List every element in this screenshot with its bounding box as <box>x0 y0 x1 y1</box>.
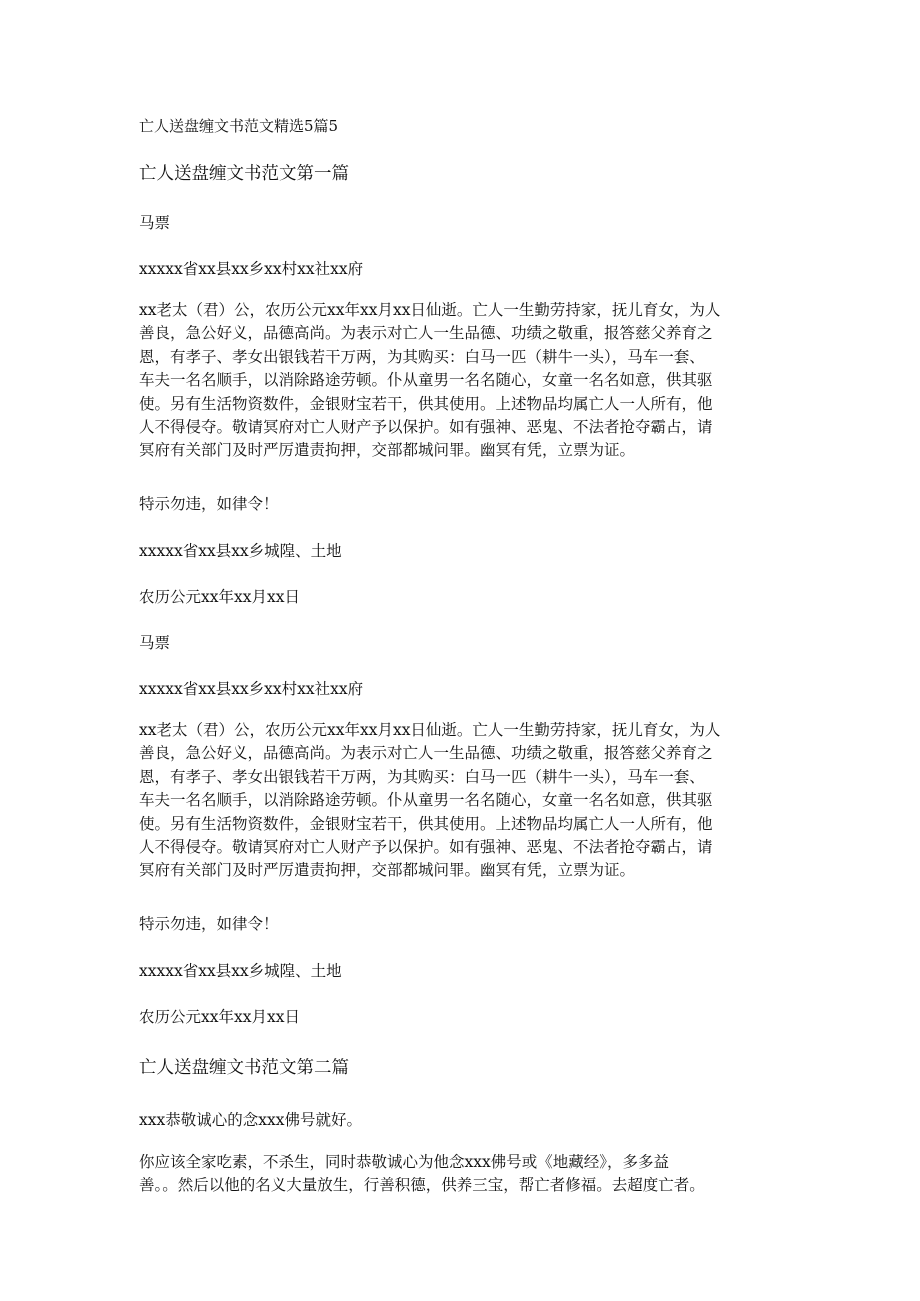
ticket-paragraph <box>139 719 779 883</box>
ticket-paragraph <box>139 299 779 463</box>
paragraph-line: 人不得侵夺。敬请冥府对亡人财产予以保护。如有强神、恶鬼、不法者抢夺霸占，请 <box>139 418 713 437</box>
paragraph-line: 车夫一名名顺手，以消除路途劳顿。仆从童男一名名随心，女童一名名如意，供其驱 <box>139 791 713 810</box>
paragraph-line: xx老太（君）公，农历公元xx年xx月xx日仙逝。亡人一生勤劳持家，抚儿育女，为人 <box>139 721 721 739</box>
paragraph-line: 你应该全家吃素，不杀生，同时恭敬诚心为他念xxx佛号或《地藏经》，多多益 <box>139 1153 669 1171</box>
paragraph-line: 冥府有关部门及时严厉遣责拘押，交部都城问罪。幽冥有凭，立票为证。 <box>139 861 636 880</box>
ticket-issuer: xxxxx省xx县xx乡城隍、土地 <box>139 542 342 560</box>
paragraph-line: 人不得侵夺。敬请冥府对亡人财产予以保护。如有强神、恶鬼、不法者抢夺霸占，请 <box>139 838 713 857</box>
ticket-issuer: xxxxx省xx县xx乡城隍、土地 <box>139 962 342 980</box>
ticket-decree: 特示勿违，如律令！ <box>139 495 279 513</box>
section-paragraph <box>139 1151 799 1198</box>
ticket-address: xxxxx省xx县xx乡xx村xx社xx府 <box>139 680 364 698</box>
ticket-label: 马票 <box>139 214 171 232</box>
paragraph-line: 使。另有生活物资数件，金银财宝若干，供其使用。上述物品均属亡人一人所有，他 <box>139 394 713 413</box>
paragraph-line: 使。另有生活物资数件，金银财宝若干，供其使用。上述物品均属亡人一人所有，他 <box>139 814 713 833</box>
ticket-decree: 特示勿违，如律令！ <box>139 915 279 933</box>
paragraph-line: 恩，有孝子、孝女出银钱若干万两，为其购买：白马一匹（耕牛一头），马车一套、 <box>139 347 705 366</box>
section-intro: xxx恭敬诚心的念xxx佛号就好。 <box>139 1111 362 1129</box>
paragraph-line: 冥府有关部门及时严厉遣责拘押，交部都城问罪。幽冥有凭，立票为证。 <box>139 441 636 460</box>
ticket-date: 农历公元xx年xx月xx日 <box>139 588 300 606</box>
paragraph-line: xx老太（君）公，农历公元xx年xx月xx日仙逝。亡人一生勤劳持家，抚儿育女，为人 <box>139 301 721 319</box>
section-heading-2: 亡人送盘缠文书范文第二篇 <box>139 1058 349 1078</box>
ticket-date: 农历公元xx年xx月xx日 <box>139 1008 300 1026</box>
ticket-address: xxxxx省xx县xx乡xx村xx社xx府 <box>139 260 364 278</box>
document-title: 亡人送盘缠文书范文精选5篇5 <box>139 117 339 135</box>
paragraph-line: 恩，有孝子、孝女出银钱若干万两，为其购买：白马一匹（耕牛一头），马车一套、 <box>139 767 705 786</box>
ticket-label: 马票 <box>139 634 171 652</box>
paragraph-line: 车夫一名名顺手，以消除路途劳顿。仆从童男一名名随心，女童一名名如意，供其驱 <box>139 371 713 390</box>
paragraph-line: 善。。然后以他的名义大量放生，行善积德，供养三宝，帮亡者修福。去超度亡者。 <box>139 1176 705 1195</box>
paragraph-line: 善良，急公好义，品德高尚。为表示对亡人一生品德、功绩之敬重，报答慈父养育之 <box>139 744 713 763</box>
paragraph-line: 善良，急公好义，品德高尚。为表示对亡人一生品德、功绩之敬重，报答慈父养育之 <box>139 324 713 343</box>
section-heading-1: 亡人送盘缠文书范文第一篇 <box>139 164 349 184</box>
